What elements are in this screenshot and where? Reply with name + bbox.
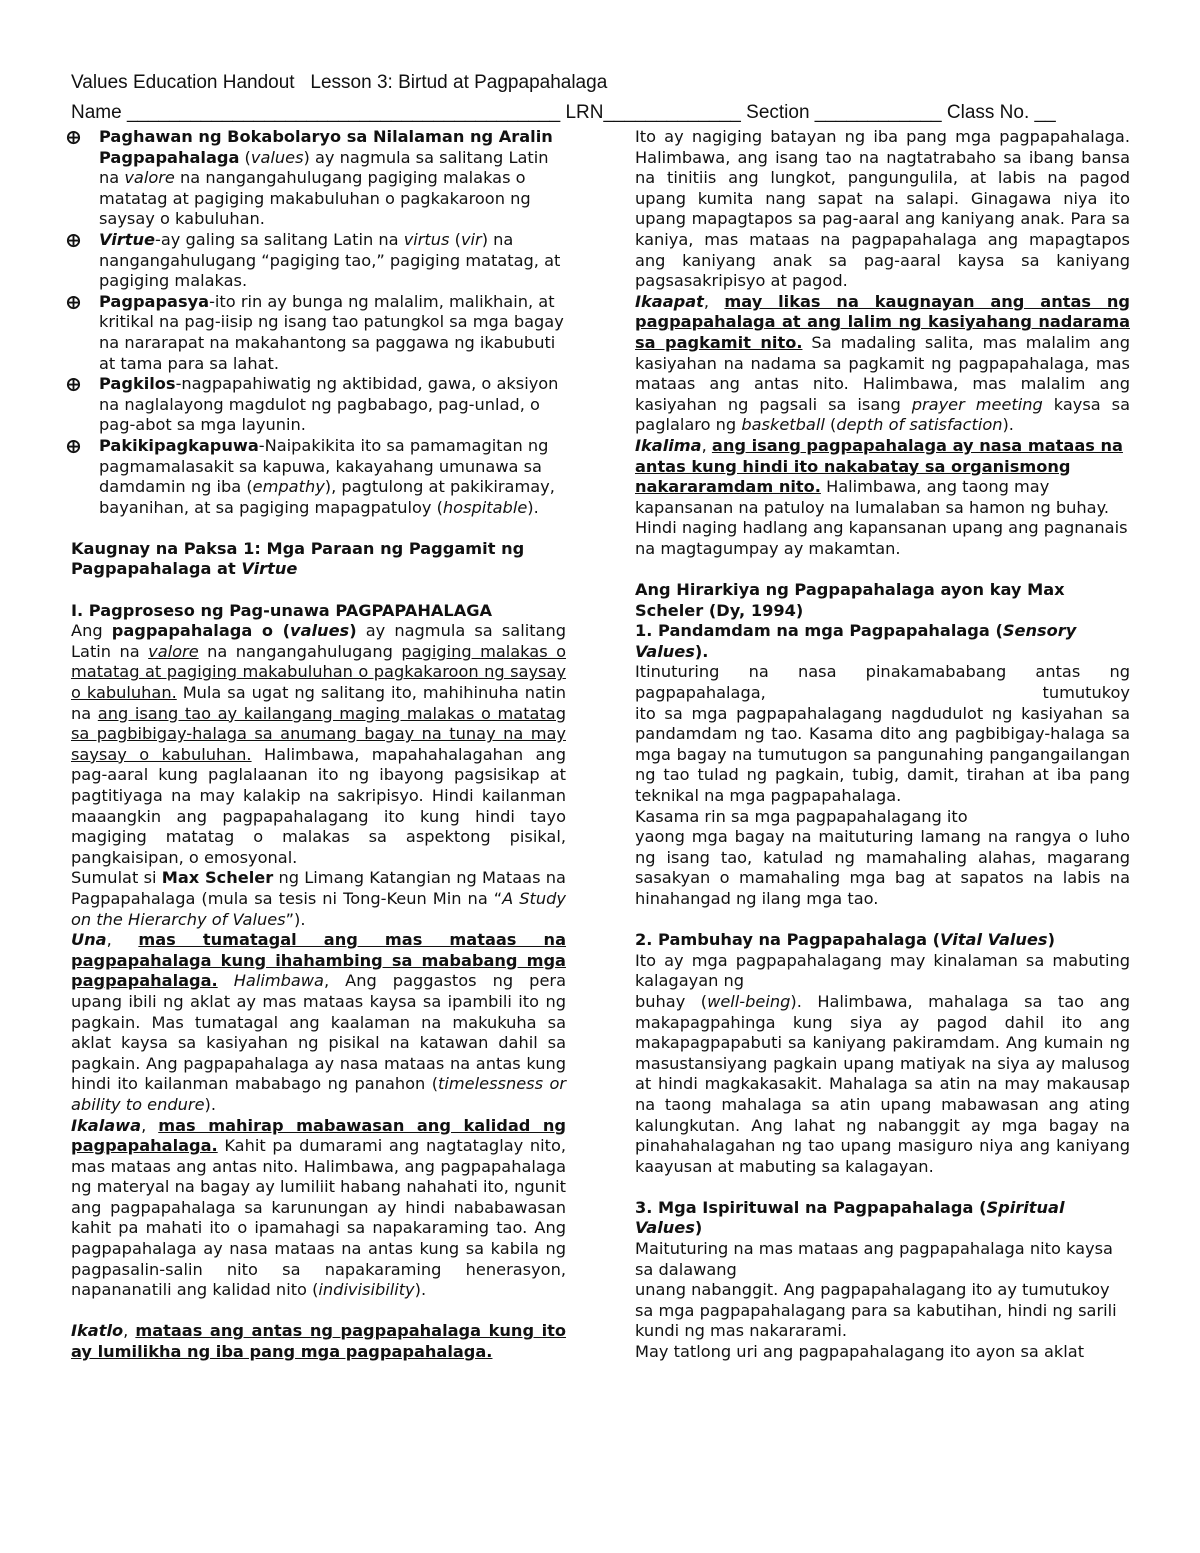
text: ). Halimbawa, mahalaga sa tao ang makapagpahinga kung siya ay pagod dahil ito ang makapagpapabuti sa kaniyang pakiramdam. Ang kumain ng masustansiyang pagkain upang matiyak na siya ay malusog at hindi magkakasakit. Mahalaga sa atin na may makausap na taong mahalaga sa atin upang mabawasan ang ating kalungkutan. Ang lahat ng nabanggit ay mga bagay na pinahahalagahan ng tao upang masiguro niya ang kaniyang kaayusan at mabuting sa kalagayan. (635, 991, 1130, 1176)
text: may likas na kaugnayan ang antas ng pagpapahalaga at ang lalim ng kasiyahang nadarama sa pagkamit nito. (635, 291, 1130, 352)
text: ( (824, 415, 837, 435)
text: , (123, 1321, 136, 1341)
text: ay nagmula sa salitang Latin na (71, 621, 566, 661)
text: Vital Values (940, 930, 1048, 950)
text: Halimbawa (233, 971, 324, 991)
section-heading: Ang Hirarkiya ng Pagpapahalaga ayon kay Max Scheler (Dy, 1994) (635, 580, 1065, 620)
text: ( (449, 229, 461, 249)
text: vir (460, 229, 482, 249)
text: ). (1002, 415, 1014, 435)
text: indivisibility (318, 1280, 415, 1300)
text: na nangangahulugang pagiging malakas o matatag at pagiging makabuluhan o pagkakaroon ng saysay o kabuluhan. (99, 168, 531, 229)
text: Mula sa ugat ng salitang ito, mahihinuha natin na (71, 683, 566, 723)
text: Max Scheler (161, 868, 274, 888)
list-item (71, 292, 566, 374)
text: ang isang pagpapahalaga ay nasa mataas na antas kung hindi ito nakabatay sa organismong nakararamdam nito. (635, 435, 1123, 497)
bullet-icon (66, 377, 81, 392)
text: Ikatlo (71, 1321, 124, 1341)
text: ). (694, 641, 709, 661)
left-column (71, 127, 566, 1363)
text: well-being (707, 991, 791, 1011)
text: ng Limang Katangian ng Mataas na Pagpapahalaga (mula sa tesis ni Tong-Keun Min na “ (71, 868, 566, 908)
text: empathy (252, 477, 325, 497)
text: Ang (71, 621, 112, 641)
vocabulary-list (71, 127, 566, 518)
text: virtus (403, 229, 450, 249)
text: ). (414, 1280, 427, 1300)
text: ) ay nagmula sa salitang Latin na (99, 147, 549, 188)
text: 3. Mga Ispirituwal na Pagpapahalaga ( (635, 1197, 987, 1217)
text: , (141, 1115, 159, 1135)
handout-title: Values Education Handout Lesson 3: Birtud at Pagpapahalaga (71, 72, 608, 93)
text: Sa madaling salita, mas malalim ang kasiyahan na nadama sa pagkamit ng pagpapahalaga, mas mataas ang antas nito. Halimbawa, mas malalim ang kasiyahan ng pagsali sa isang (635, 332, 1130, 414)
text: Ikalawa (71, 1115, 142, 1135)
text: Halimbawa, ang taong may kapansanan na patuloy na lumalaban sa hamon ng buhay. Hindi naging hadlang ang kapansanan upang ang pagnanais na magtagumpay ay makamtan. (635, 477, 1128, 558)
paragraph: Ito ay mga pagpapahalagang may kinalaman sa mabuting kalagayan ng (635, 950, 1130, 991)
paragraph (635, 292, 1130, 436)
text: -ay galing sa salitang Latin na (155, 229, 404, 249)
text: hospitable (442, 497, 528, 517)
term: Pakikipagkapuwa (99, 435, 259, 455)
text: Ikalima (635, 435, 702, 455)
paragraph (71, 1321, 566, 1362)
text: , (703, 291, 725, 311)
text: mas tumatagal ang mas mataas na pagpapahalaga kung ihahambing sa mababang mga pagpapahalaga. (71, 930, 566, 991)
text: ”). (285, 909, 306, 929)
text: Kaugnay na Paksa 1: Mga Paraan ng Paggamit ng Pagpapahalaga at (71, 538, 525, 579)
text: ( (239, 147, 251, 167)
topic-heading (71, 539, 566, 580)
paragraph: yaong mga bagay na maituturing lamang na rangya o luho ng isang tao, katulad ng mamahaling alahas, magarang sasakyan o mamahaling mga bag at sapatos na labis na hinahangad ng ilang mga tao. (635, 827, 1130, 908)
subsection-heading (635, 621, 1130, 662)
paragraph: Ito ay nagiging batayan ng iba pang mga pagpapahalaga. Halimbawa, ang isang tao na nagtatrabaho sa ibang bansa na tinitiis ang lungkot, pangungulila, at labis na pagod upang kumita nang sapat na salapi. Ginagawa niya ito upang mapagtapos sa pag-aaral ang kaniyang anak. Para sa kaniya, mas mataas na pagpapahalaga ang mapagtapos ang kaniyang anak sa pag-aaral kaysa sa kaniyang pagsasakripisyo at pagod. (635, 127, 1130, 291)
text: ). (204, 1094, 216, 1114)
bullet-icon (66, 295, 81, 310)
paragraph: May tatlong uri ang pagpapahalagang ito ayon sa aklat (635, 1342, 1085, 1362)
subsection-heading (635, 930, 1130, 951)
paragraph: ito sa mga pagpapahalagang nagdudulot ng kasiyahan sa pandamdam ng tao. Kasama dito ang pagbibigay-halaga sa mga bagay na tumutugon sa pangunahing pangangailangan ng tao tulad ng pagkain, tubig, damit, tirahan at iba pang teknikal na mga pagpapahalaga. (635, 703, 1130, 805)
list-item (71, 374, 566, 436)
text: mas mahirap mabawasan ang kalidad ng pagpapahalaga. (71, 1115, 566, 1156)
text: A Study on the Hierarchy of Values (71, 888, 566, 929)
text: ) (694, 1218, 703, 1238)
student-info-line: Name _________________________________________ LRN_____________ Section ____________ Class No. __ (71, 102, 1056, 123)
text: values (250, 147, 304, 167)
paragraph: unang nabanggit. Ang pagpapahalagang ito ay tumutukoy sa mga pagpapahalagang para sa kabutihan, hindi ng sarili kundi ng mas nakararami. (635, 1280, 1117, 1341)
term: Pagkilos (99, 374, 176, 394)
term: Pagpapasya (99, 291, 210, 311)
bullet-icon (66, 233, 81, 248)
text: ) na nangangahulugang “pagiging tao,” pagiging matatag, at pagiging malakas. (99, 229, 561, 291)
bullet-icon (66, 439, 81, 454)
text: ang isang tao ay kailangang maging malakas o matatag sa pagbibigay-halaga sa anumang bagay na tunay na may saysay o kabuluhan. (71, 703, 567, 764)
term: Virtue (99, 229, 156, 249)
text: 1. Pandamdam na mga Pagpapahalaga ( (635, 621, 1003, 641)
bullet-icon (66, 130, 81, 145)
text: ) (1047, 930, 1055, 950)
text: Una (71, 930, 107, 950)
paragraph: Maituturing na mas mataas ang pagpapahalaga nito kaysa sa dalawang (635, 1239, 1113, 1279)
term: Paghawan ng Bokabolaryo sa Nilalaman ng Aralin Pagpapahalaga (99, 127, 553, 167)
subsection-heading (635, 1198, 1130, 1239)
text: -ito rin ay bunga ng malalim, malikhain, at kritikal na pag-iisip ng isang tao patungkol sa mga bagay na nararapat na makahantong sa paggawa ng ikabubuti at tama para sa lahat. (99, 291, 564, 373)
text: ), pagtulong at pakikiramay, bayanihan, at sa pagiging mapagpatuloy ( (99, 477, 555, 517)
text: Spiritual Values (635, 1197, 1065, 1238)
text: basketball (741, 415, 825, 435)
paragraph (71, 868, 566, 930)
text: Virtue (241, 559, 298, 579)
list-item (71, 127, 566, 230)
text: Ikaapat (635, 291, 704, 311)
text: depth of satisfaction (836, 415, 1003, 435)
text: prayer meeting (911, 394, 1043, 414)
text: , (106, 930, 139, 950)
text: pagpapahalaga o ( (111, 621, 291, 641)
paragraph: Kasama rin sa mga pagpapahalagang ito (635, 806, 968, 826)
list-item (71, 230, 566, 292)
text: timelessness or ability to endure (71, 1074, 566, 1114)
text: , (701, 435, 712, 455)
text (218, 971, 234, 990)
list-item (71, 436, 566, 518)
text: buhay ( (635, 991, 708, 1011)
text: -nagpapahiwatig ng aktibidad, gawa, o aksiyon na naglalayong magdulot ng pagbabago, pag-unlad, o pag-abot sa mga layunin. (99, 374, 559, 435)
right-column (635, 127, 1130, 1363)
text: ) (349, 621, 357, 641)
text: values (290, 621, 350, 641)
section-heading: I. Pagproseso ng Pag-unawa PAGPAPAHALAGA (71, 600, 493, 620)
paragraph (635, 436, 1130, 560)
text: -Naipakikita ito sa pamamagitan ng pagmamalasakit sa kapuwa, kakayahang umunawa sa damdamin ng iba ( (99, 435, 549, 497)
text: Sensory Values (635, 621, 1077, 661)
text: na nangangahulugang (198, 641, 402, 661)
paragraph (71, 930, 566, 1115)
text: 2. Pambuhay na Pagpapahalaga ( (635, 930, 941, 950)
text: mataas ang antas ng pagpapahalaga kung ito ay lumilikha ng iba pang mga pagpapahalaga. (71, 1321, 567, 1362)
text: valore (148, 641, 199, 661)
text: Halimbawa, mapahahalagahan ang pag-aaral kung paglalaanan ito ng ibayong pagsisikap at pagtitiyaga na may kalakip na sakripisyo. Hindi kailanman maaangkin ang pagpapahalagang ito kung hindi tayo magiging matatag o malakas sa aspektong pisikal, pangkaisipan, o emosyonal. (71, 744, 566, 867)
text: Kahit pa dumarami ang nagtataglay nito, mas mataas ang antas nito. Halimbawa, ang pagpapahalaga ng materyal na bagay ay lumiliit habang nahahati ito, ngunit ang pagpapahalaga sa karunungan ay hindi nababawasan kahit pa mahati ito o ipamahagi sa napakaraming tao. Ang pagpapahalaga ay nasa mataas na antas kung sa kabila ng pagpasalin-salin nito sa napakaraming henerasyon, napananatili ang kalidad nito ( (71, 1136, 566, 1300)
text: pagiging malakas o matatag at pagiging makabuluhan o pagkakaroon ng saysay o kabuluhan. (71, 641, 566, 703)
text: kaysa sa paglalaro ng (635, 394, 1130, 435)
paragraph (71, 1116, 566, 1301)
text: ). (527, 497, 539, 517)
text: valore (124, 168, 175, 188)
paragraph: Itinuturing na nasa pinakamababang antas ng pagpapahalaga, tumutukoy (635, 662, 1130, 703)
paragraph (71, 621, 566, 868)
text: Sumulat si (71, 868, 162, 888)
paragraph (635, 992, 1130, 1177)
text: , Ang paggastos ng pera upang ibili ng aklat ay mas mataas kaysa sa ipambili ito ng pagkain. Mas tumatagal ang kaalaman na makukuha sa aklat kaysa sa kasiyahan ng pisikal na katawan dahil sa pagkain. Ang pagpapahalaga ay nasa mataas na antas kung hindi ito kailanman mababago ng panahon ( (71, 971, 566, 1094)
